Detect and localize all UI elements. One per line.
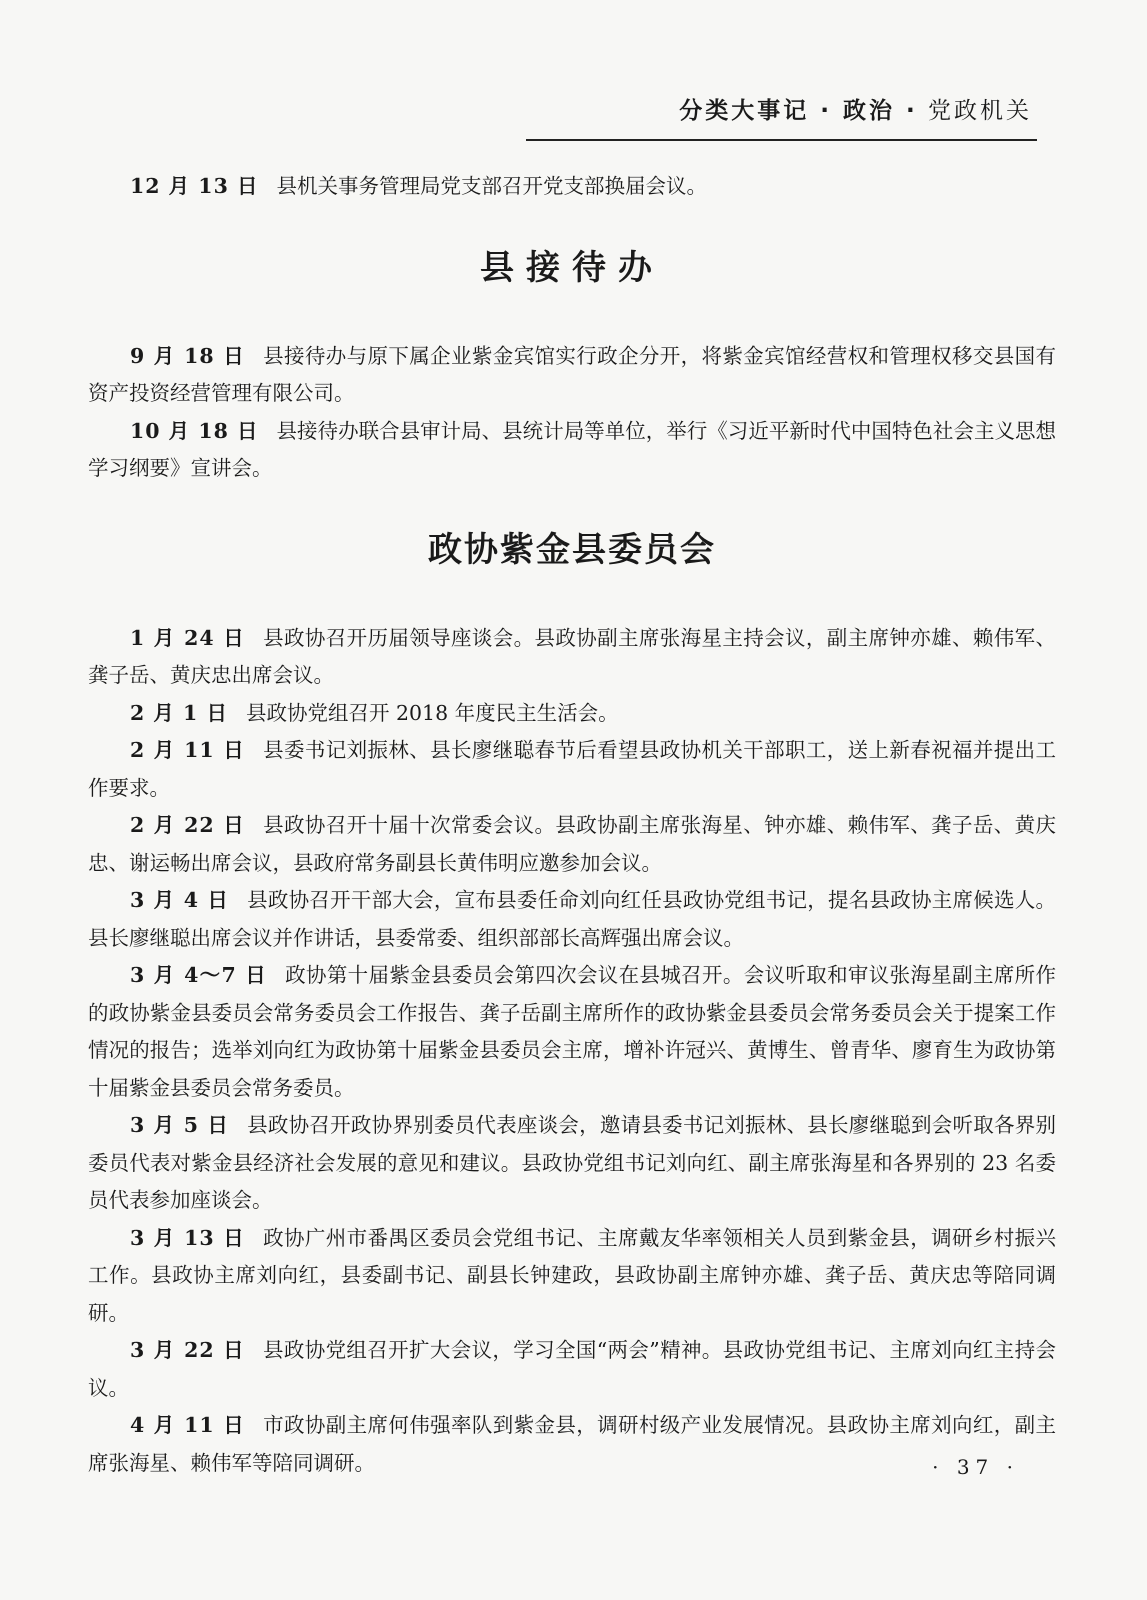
entry-text: 县接待办联合县审计局、县统计局等单位，举行《习近平新时代中国特色社会主义思想学习纲要》宣讲会。	[88, 418, 1056, 480]
entry	[88, 620, 1056, 695]
section-title: 政协紫金县委员会	[428, 529, 716, 570]
entry	[88, 413, 1056, 488]
entry-text: 县接待办与原下属企业紫金宾馆实行政企分开，将紫金宾馆经营权和管理权移交县国有资产投资经营管理有限公司。	[88, 343, 1057, 405]
entry-date: 3 月 22 日	[130, 1338, 245, 1362]
entry-date: 3 月 4～7 日	[130, 963, 268, 987]
entry-text: 县机关事务管理局党支部召开党支部换届会议。	[276, 174, 707, 198]
running-header-sub: 党政机关	[917, 98, 1032, 124]
entry-text: 市政协副主席何伟强率队到紫金县，调研村级产业发展情况。县政协主席刘向红，副主席张海星、赖伟军等陪同调研。	[88, 1413, 1057, 1475]
entry-date: 3 月 5 日	[130, 1113, 230, 1137]
entry	[88, 1220, 1056, 1333]
entry-text: 县政协召开政协界别委员代表座谈会，邀请县委书记刘振林、县长廖继聪到会听取各界别委员代表对紫金县经济社会发展的意见和建议。县政协党组书记刘向红、副主席张海星和各界别的 23 名委员代表参加座谈会。	[88, 1113, 1056, 1212]
running-header-main: 分类大事记 · 政治 ·	[679, 98, 918, 124]
entry	[88, 168, 1056, 206]
entry-text: 政协第十届紫金县委员会第四次会议在县城召开。会议听取和审议张海星副主席所作的政协紫金县委员会常务委员会工作报告、龚子岳副主席所作的政协紫金县委员会常务委员会关于提案工作情况的报告；选举刘向红为政协第十届紫金县委员会主席，增补许冠兴、黄博生、曾青华、廖育生为政协第十届紫金县委员会常务委员。	[88, 963, 1057, 1100]
entry-date: 3 月 4 日	[130, 888, 230, 912]
entry-date: 12 月 13 日	[130, 174, 259, 198]
entry	[88, 1107, 1056, 1220]
entry-text: 县政协召开十届十次常委会议。县政协副主席张海星、钟亦雄、赖伟军、龚子岳、黄庆忠、谢运畅出席会议，县政府常务副县长黄伟明应邀参加会议。	[88, 813, 1057, 875]
section-title: 县接待办	[480, 247, 664, 288]
entry	[88, 338, 1056, 413]
entry-date: 9 月 18 日	[130, 343, 246, 368]
header-rule	[526, 139, 1037, 141]
entry	[88, 1407, 1056, 1482]
entry-date: 2 月 11 日	[130, 738, 246, 762]
main-content	[88, 168, 1056, 1482]
running-header	[679, 92, 1032, 125]
entry-date: 1 月 24 日	[130, 625, 246, 650]
entry-date: 2 月 22 日	[130, 813, 246, 837]
entry-text: 县政协召开历届领导座谈会。县政协副主席张海星主持会议，副主席钟亦雄、赖伟军、龚子岳、黄庆忠出席会议。	[88, 625, 1057, 687]
entry	[88, 807, 1056, 882]
entry-text: 县政协党组召开扩大会议，学习全国“两会”精神。县政协党组书记、主席刘向红主持会议。	[88, 1338, 1057, 1400]
entry-date: 10 月 18 日	[130, 418, 259, 443]
entry-text: 县政协党组召开 2018 年度民主生活会。	[245, 700, 619, 725]
entry	[88, 957, 1056, 1107]
entry	[88, 882, 1056, 957]
entry-date: 4 月 11 日	[130, 1413, 246, 1437]
entry	[88, 1332, 1056, 1407]
entry	[88, 695, 1056, 733]
entry	[88, 732, 1056, 807]
entry-text: 政协广州市番禺区委员会党组书记、主席戴友华率领相关人员到紫金县，调研乡村振兴工作。县政协主席刘向红，县委副书记、副县长钟建政，县政协副主席钟亦雄、龚子岳、黄庆忠等陪同调研。	[88, 1225, 1057, 1325]
entry-text: 县委书记刘振林、县长廖继聪春节后看望县政协机关干部职工，送上新春祝福并提出工作要求。	[88, 738, 1057, 800]
entry-date: 2 月 1 日	[130, 700, 228, 725]
entry-date: 3 月 13 日	[130, 1225, 246, 1250]
entry-text: 县政协召开干部大会，宣布县委任命刘向红任县政协党组书记，提名县政协主席候选人。县长廖继聪出席会议并作讲话，县委常委、组织部部长高辉强出席会议。	[88, 888, 1056, 950]
page-number: · 37 ·	[932, 1455, 1019, 1479]
